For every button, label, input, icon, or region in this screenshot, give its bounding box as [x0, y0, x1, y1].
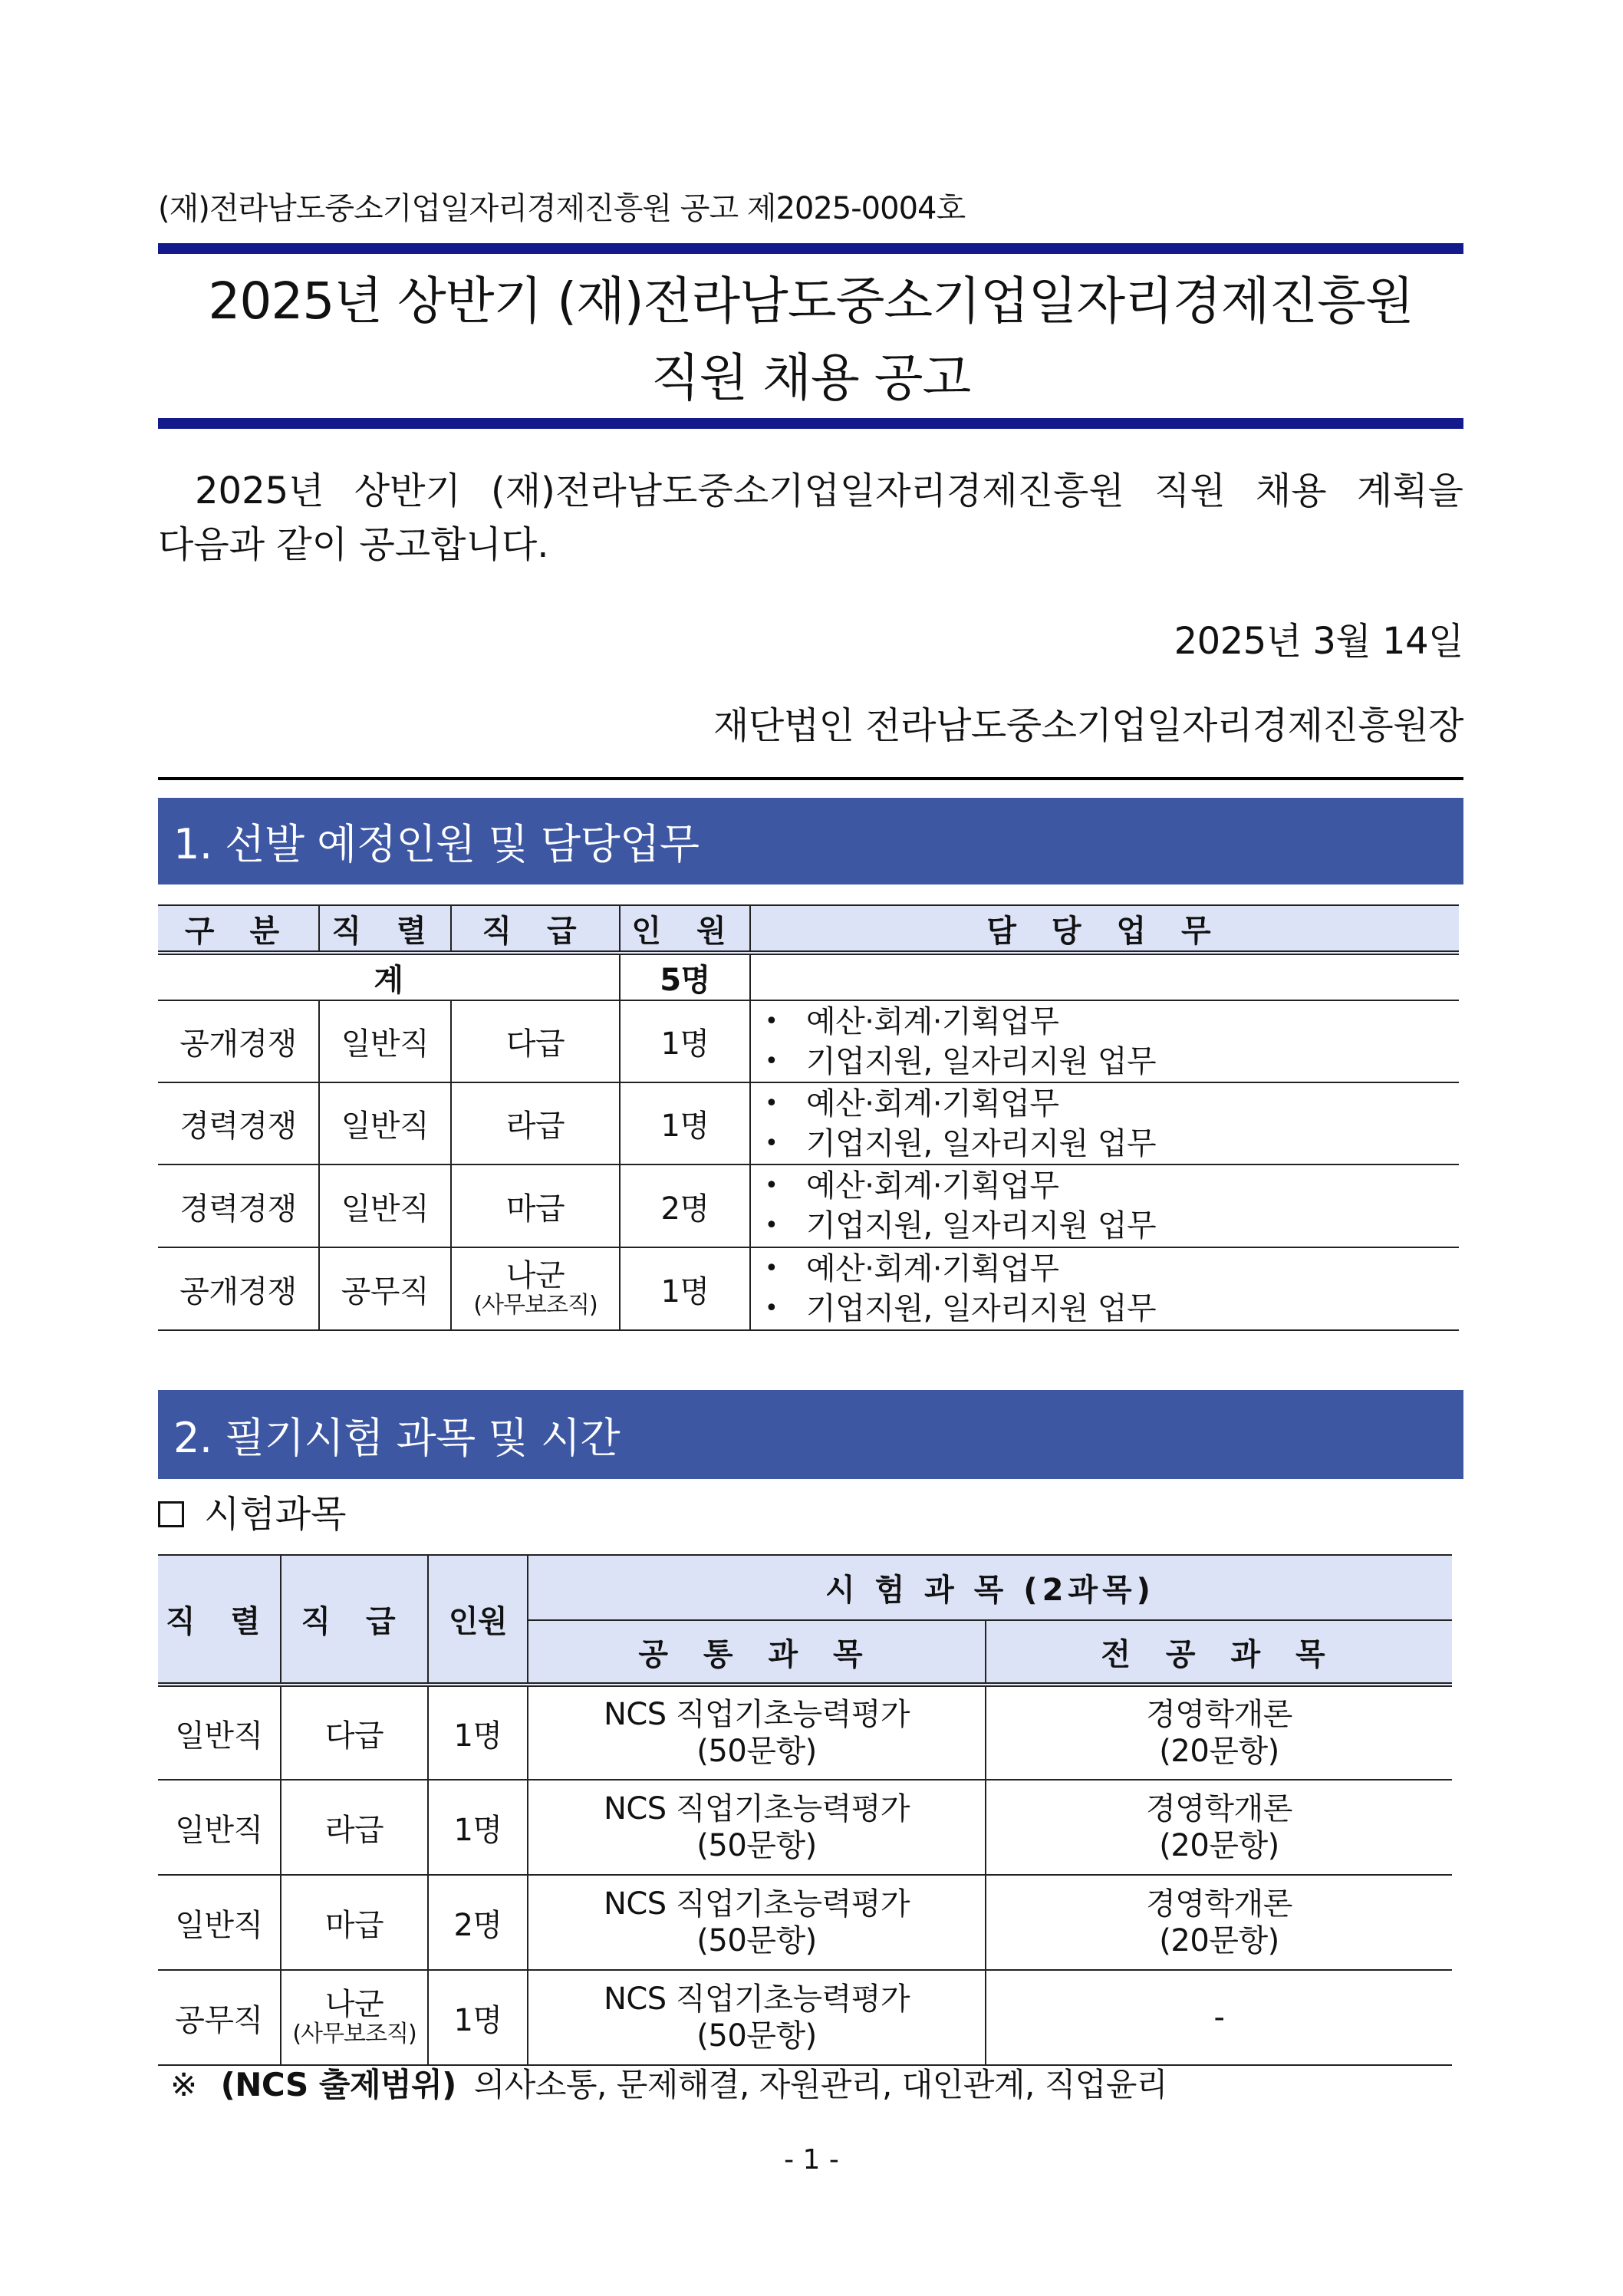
col-header-grade: 직 급 [451, 905, 620, 953]
title-top-rule [158, 243, 1463, 254]
common-subject [528, 1780, 986, 1875]
intro-paragraph [158, 468, 1463, 568]
grade-main: 나군 [505, 1258, 565, 1293]
title-bottom-rule [158, 418, 1463, 429]
total-duties [750, 953, 1459, 1000]
table-row [158, 1247, 1459, 1330]
common-subject-items: (50문항) [696, 2018, 817, 2054]
ncs-scope-footnote [170, 2064, 1167, 2107]
total-row [158, 953, 1459, 1000]
col-header-subjects-group: 시 험 과 목 (2과목) [528, 1555, 1452, 1620]
col-header-series: 직 렬 [158, 1555, 281, 1685]
duty-text: 기업지원, 일자리지원 업무 [806, 1125, 1157, 1161]
intro-line-1 [158, 468, 1463, 514]
major-subject-name: 경영학개론 [1146, 1697, 1292, 1732]
job-series: 일반직 [319, 1082, 451, 1164]
headcount: 1명 [620, 1082, 750, 1164]
footnote-label: (NCS 출제범위) [220, 2066, 456, 2103]
common-subject-items: (50문항) [696, 1828, 817, 1863]
intro-word: 2025년 [195, 469, 324, 512]
duty-text: 예산·회계·기획업무 [806, 1168, 1059, 1204]
job-series: 일반직 [319, 1164, 451, 1247]
table-row [158, 1970, 1452, 2065]
duty-text: 기업지원, 일자리지원 업무 [806, 1208, 1157, 1244]
grade-sub: (사무보조직) [473, 1292, 598, 1319]
recruit-type: 공개경쟁 [158, 1000, 319, 1082]
intro-line-2: 다음과 같이 공고합니다. [158, 523, 549, 566]
duties-cell [750, 1082, 1459, 1164]
common-subject [528, 1685, 986, 1780]
total-count: 5명 [620, 953, 750, 1000]
col-header-major: 전 공 과 목 [986, 1620, 1452, 1685]
table-row [158, 1780, 1452, 1875]
common-subject [528, 1970, 986, 2065]
duty-text: 예산·회계·기획업무 [806, 1003, 1059, 1039]
duty-item [765, 1042, 1459, 1082]
section-2-title: 2. 필기시험 과목 및 시간 [173, 1413, 621, 1462]
common-subject-name: NCS 직업기초능력평가 [603, 1697, 910, 1732]
headcount: 2명 [428, 1875, 528, 1970]
job-grade [281, 1970, 428, 2065]
duty-text: 기업지원, 일자리지원 업무 [806, 1043, 1157, 1079]
col-header-count: 인원 [428, 1555, 528, 1685]
duty-item [765, 1002, 1459, 1042]
intro-word: 상반기 [354, 469, 461, 512]
major-subject-items: (20문항) [1159, 1734, 1279, 1769]
bullet-icon: • [765, 1295, 779, 1322]
intro-divider [158, 777, 1463, 780]
intro-word: 채용 [1255, 469, 1327, 512]
page-number: - 1 - [784, 2144, 839, 2176]
duty-item [765, 1289, 1459, 1329]
col-header-common: 공 통 과 목 [528, 1620, 986, 1685]
intro-word: 계획을 [1356, 469, 1463, 512]
major-subject [986, 1875, 1452, 1970]
duty-item [765, 1249, 1459, 1289]
job-grade: 다급 [451, 1000, 620, 1082]
job-grade: 라급 [451, 1082, 620, 1164]
table-row [158, 1875, 1452, 1970]
headcount: 1명 [428, 1780, 528, 1875]
headcount: 1명 [428, 1970, 528, 2065]
intro-word: 직원 [1154, 469, 1226, 512]
section-2-header [158, 1390, 1463, 1479]
major-subject-items: (20문항) [1159, 1828, 1279, 1863]
major-subject [986, 1780, 1452, 1875]
total-label: 계 [158, 953, 620, 1000]
table-row [158, 1164, 1459, 1247]
duty-text: 예산·회계·기획업무 [806, 1251, 1059, 1286]
page-title-line2: 직원 채용 공고 [650, 348, 971, 407]
headcount: 1명 [428, 1685, 528, 1780]
recruit-type: 경력경쟁 [158, 1082, 319, 1164]
table-row [158, 1082, 1459, 1164]
bullet-icon: • [765, 1047, 779, 1075]
common-subject-items: (50문항) [696, 1923, 817, 1958]
common-subject [528, 1875, 986, 1970]
duties-cell [750, 1000, 1459, 1082]
duty-item [765, 1166, 1459, 1206]
bullet-icon: • [765, 1129, 779, 1157]
col-header-series: 직 렬 [319, 905, 451, 953]
recruit-type: 경력경쟁 [158, 1164, 319, 1247]
common-subject-items: (50문항) [696, 1734, 817, 1769]
grade-main: 나군 [324, 1987, 384, 2022]
checkbox-icon [158, 1501, 184, 1527]
bullet-icon: • [765, 1255, 779, 1282]
reference-mark-icon: ※ [170, 2066, 197, 2103]
section-1-title: 1. 선발 예정인원 및 담당업무 [173, 820, 700, 868]
common-subject-name: NCS 직업기초능력평가 [603, 1981, 910, 2017]
col-header-duties: 담 당 업 무 [750, 905, 1459, 953]
job-grade: 다급 [281, 1685, 428, 1780]
job-series: 공무직 [319, 1247, 451, 1330]
bullet-icon: • [765, 1172, 779, 1199]
page-title-line1: 2025년 상반기 (재)전라남도중소기업일자리경제진흥원 [208, 272, 1414, 331]
job-grade: 마급 [451, 1164, 620, 1247]
col-header-count: 인 원 [620, 905, 750, 953]
duties-cell [750, 1247, 1459, 1330]
job-series: 일반직 [158, 1780, 281, 1875]
duty-text: 예산·회계·기획업무 [806, 1085, 1059, 1122]
bullet-icon: • [765, 1212, 779, 1239]
staffing-table [158, 904, 1459, 1331]
duties-cell [750, 1164, 1459, 1247]
job-series: 일반직 [319, 1000, 451, 1082]
job-series: 일반직 [158, 1875, 281, 1970]
job-series: 공무직 [158, 1970, 281, 2065]
major-subject [986, 1685, 1452, 1780]
job-grade: 라급 [281, 1780, 428, 1875]
job-grade [451, 1247, 620, 1330]
exam-subjects-heading [158, 1491, 346, 1537]
table-row [158, 1685, 1452, 1780]
duty-item [765, 1084, 1459, 1124]
grade-sub: (사무보조직) [292, 2021, 416, 2047]
duty-item [765, 1206, 1459, 1246]
headcount: 2명 [620, 1164, 750, 1247]
exam-subjects-label: 시험과목 [204, 1493, 347, 1536]
major-subject-name: 경영학개론 [1146, 1791, 1292, 1827]
section-1-header [158, 798, 1463, 884]
footnote-text: 의사소통, 문제해결, 자원관리, 대인관계, 직업윤리 [473, 2066, 1167, 2103]
job-grade: 마급 [281, 1875, 428, 1970]
major-subject: - [986, 1970, 1452, 2065]
announcement-date: 2025년 3월 14일 [1174, 620, 1463, 663]
headcount: 1명 [620, 1247, 750, 1330]
col-header-type: 구 분 [158, 905, 319, 953]
recruit-type: 공개경쟁 [158, 1247, 319, 1330]
bullet-icon: • [765, 1007, 779, 1035]
bullet-icon: • [765, 1089, 779, 1117]
major-subject-name: 경영학개론 [1146, 1886, 1292, 1922]
exam-subjects-table [158, 1554, 1452, 2066]
job-series: 일반직 [158, 1685, 281, 1780]
common-subject-name: NCS 직업기초능력평가 [603, 1886, 910, 1922]
headcount: 1명 [620, 1000, 750, 1082]
table-row [158, 1000, 1459, 1082]
duty-text: 기업지원, 일자리지원 업무 [806, 1291, 1157, 1326]
duty-item [765, 1124, 1459, 1164]
common-subject-name: NCS 직업기초능력평가 [603, 1791, 910, 1827]
col-header-grade: 직 급 [281, 1555, 428, 1685]
document-number: (재)전라남도중소기업일자리경제진흥원 공고 제2025-0004호 [158, 191, 966, 226]
intro-word: (재)전라남도중소기업일자리경제진흥원 [491, 469, 1124, 512]
issuer-name: 재단법인 전라남도중소기업일자리경제진흥원장 [713, 704, 1463, 747]
major-subject-items: (20문항) [1159, 1923, 1279, 1958]
